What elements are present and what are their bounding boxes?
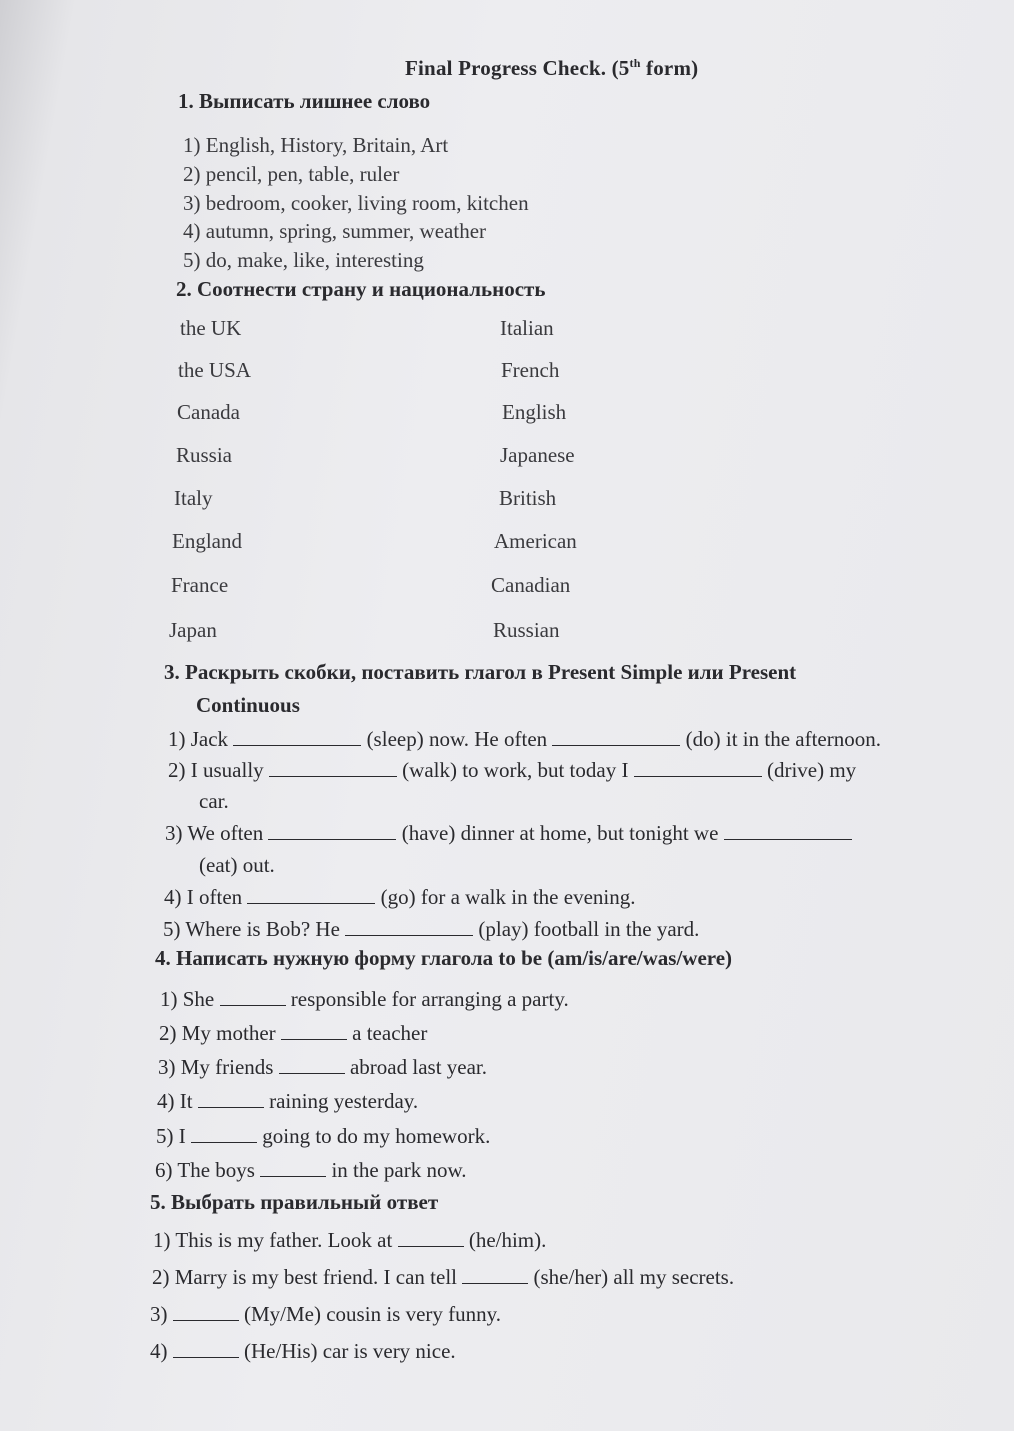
section-5-heading: 5. Выбрать правильный ответ (150, 1190, 439, 1214)
exercise-line: 6) The boys in the park now. (155, 1155, 467, 1183)
page-title: Final Progress Check. (5th form) (405, 56, 699, 80)
exercise-line: 2) I usually (walk) to work, but today I (drive) my (168, 755, 856, 783)
nationality-item: Italian (500, 316, 554, 340)
exercise-line: 1) Jack (sleep) now. He often (do) it in the afternoon. (168, 724, 881, 752)
exercise-line: 5) Where is Bob? He (play) football in the yard. (163, 914, 699, 942)
nationality-item: Canadian (491, 573, 571, 597)
answer-blank[interactable] (260, 1155, 326, 1177)
answer-blank[interactable] (634, 755, 762, 777)
exercise-line: 4) It raining yesterday. (157, 1086, 418, 1114)
list-item: 3) bedroom, cooker, living room, kitchen (183, 191, 529, 215)
country-item: Japan (169, 618, 217, 642)
answer-blank[interactable] (279, 1052, 345, 1074)
nationality-item: Japanese (500, 443, 575, 467)
country-item: Italy (174, 486, 213, 510)
country-item: the USA (178, 358, 251, 382)
section-3-heading: 3. Раскрыть скобки, поставить глагол в Present Simple или Present (164, 660, 797, 684)
section-4-heading: 4. Написать нужную форму глагола to be (am/is/are/was/were) (155, 946, 733, 970)
answer-blank[interactable] (281, 1018, 347, 1040)
section-1-heading: 1. Выписать лишнее слово (178, 89, 431, 113)
answer-blank[interactable] (198, 1086, 264, 1108)
answer-blank[interactable] (268, 818, 396, 840)
country-item: France (171, 573, 229, 597)
exercise-line: 1) This is my father. Look at (he/him). (153, 1225, 546, 1253)
exercise-line: 1) She responsible for arranging a party. (160, 984, 569, 1012)
country-item: England (172, 529, 242, 553)
section-3-heading-cont: Continuous (196, 693, 300, 717)
answer-blank[interactable] (220, 984, 286, 1006)
answer-blank[interactable] (462, 1262, 528, 1284)
answer-blank[interactable] (191, 1121, 257, 1143)
nationality-item: French (501, 358, 560, 382)
exercise-line: 3) (My/Me) cousin is very funny. (150, 1299, 501, 1327)
country-item: the UK (180, 316, 242, 340)
answer-blank[interactable] (398, 1225, 464, 1247)
country-item: Canada (177, 400, 240, 424)
country-item: Russia (176, 443, 233, 467)
exercise-line: 4) (He/His) car is very nice. (150, 1336, 456, 1364)
answer-blank[interactable] (247, 882, 375, 904)
answer-blank[interactable] (552, 724, 680, 746)
answer-blank[interactable] (724, 818, 852, 840)
answer-blank[interactable] (173, 1299, 239, 1321)
nationality-item: American (494, 529, 577, 553)
section-2-heading: 2. Соотнести страну и национальность (176, 277, 546, 301)
exercise-line-cont: (eat) out. (199, 853, 275, 877)
answer-blank[interactable] (345, 914, 473, 936)
list-item: 1) English, History, Britain, Art (183, 133, 449, 157)
exercise-line: 3) We often (have) dinner at home, but tonight we (165, 818, 852, 846)
exercise-line: 3) My friends abroad last year. (158, 1052, 487, 1080)
exercise-line: 5) I going to do my homework. (156, 1121, 490, 1149)
answer-blank[interactable] (233, 724, 361, 746)
nationality-item: Russian (493, 618, 560, 642)
exercise-line: 2) My mother a teacher (159, 1018, 427, 1046)
exercise-line-cont: car. (199, 789, 229, 813)
list-item: 5) do, make, like, interesting (183, 248, 424, 272)
list-item: 4) autumn, spring, summer, weather (183, 219, 487, 243)
answer-blank[interactable] (173, 1336, 239, 1358)
exercise-line: 4) I often (go) for a walk in the evening. (164, 882, 635, 910)
list-item: 2) pencil, pen, table, ruler (183, 162, 400, 186)
exercise-line: 2) Marry is my best friend. I can tell (she/her) all my secrets. (152, 1262, 734, 1290)
nationality-item: British (499, 486, 557, 510)
answer-blank[interactable] (269, 755, 397, 777)
nationality-item: English (502, 400, 567, 424)
